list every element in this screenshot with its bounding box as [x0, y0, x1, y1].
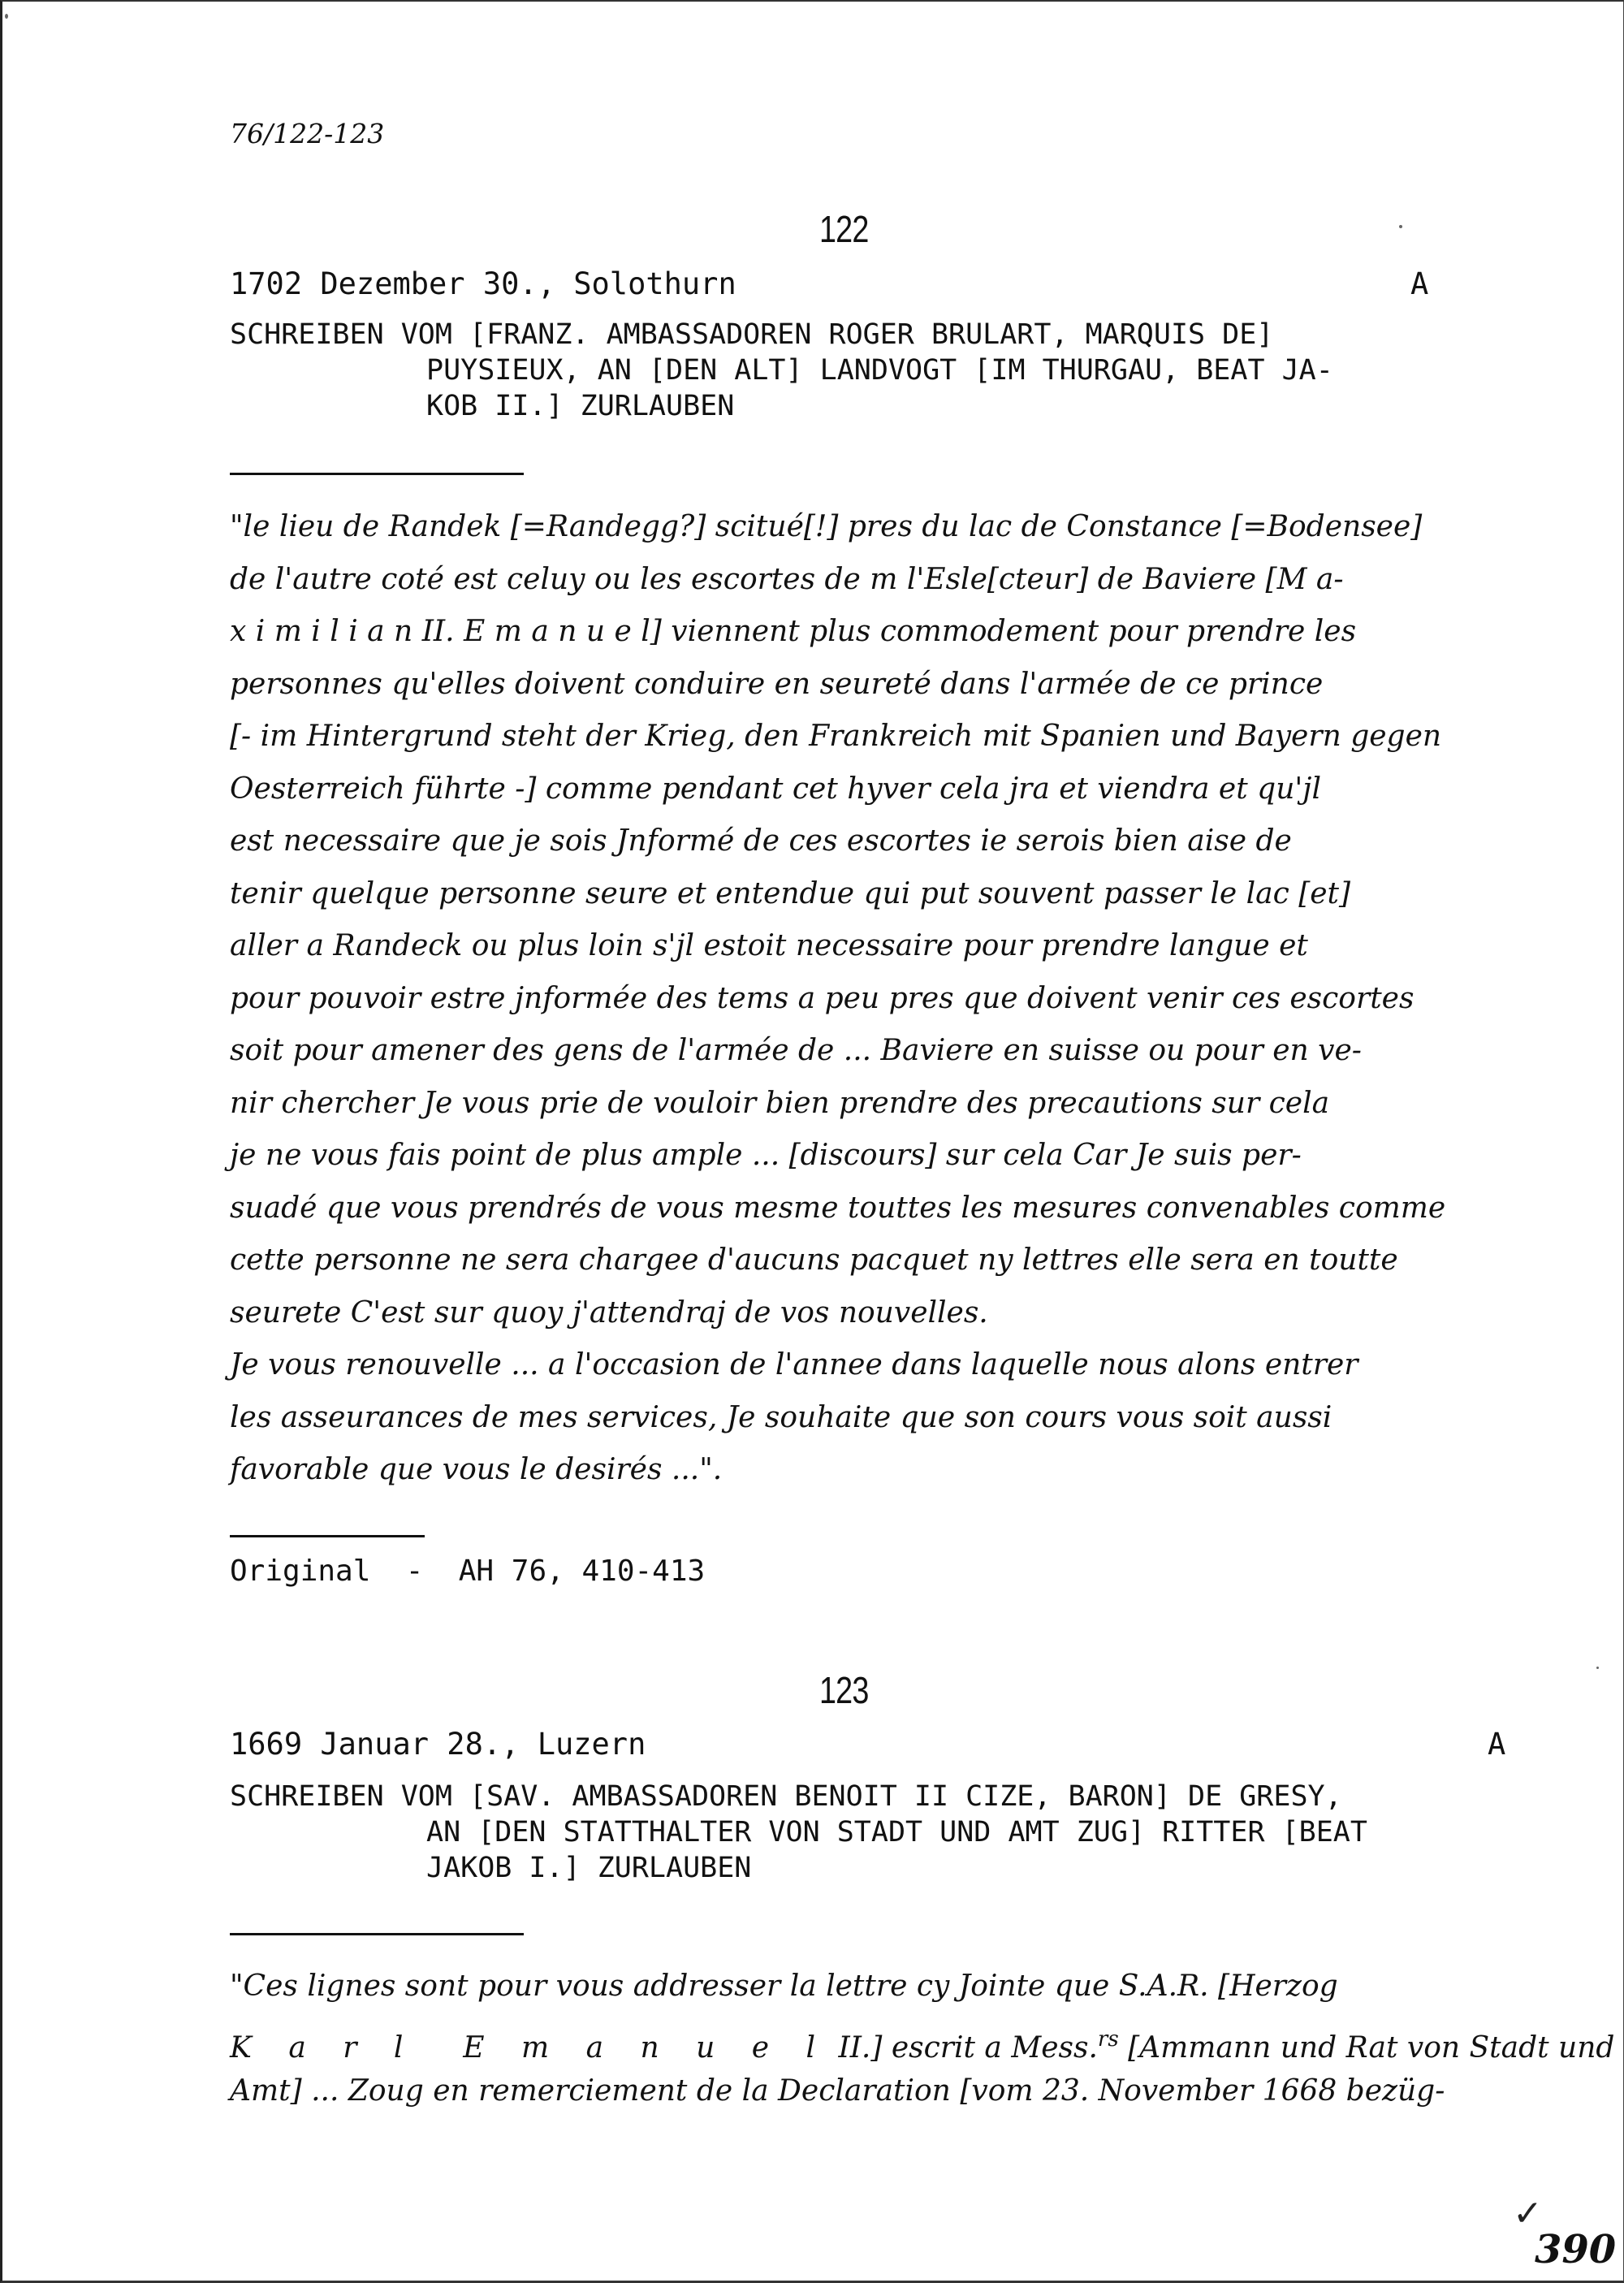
- checkmark-icon: ✓: [1513, 2193, 1543, 2234]
- quote-line: x i m i l i a n II. E m a n u e l] viennent plus commodement pour prendre les: [230, 615, 1357, 648]
- quote-line: aller a Randeck ou plus loin s'jl estoit necessaire pour prendre langue et: [230, 929, 1308, 962]
- separator-rule: [230, 1933, 524, 1935]
- scan-speck: [1399, 225, 1402, 228]
- superscript: rs: [1097, 2026, 1119, 2052]
- quote-line: seurete C'est sur quoy j'attendraj de vos nouvelles.: [230, 1295, 988, 1330]
- separator-rule: [230, 473, 524, 475]
- heading-line: AN [DEN STATTHALTER VON STADT UND AMT ZUG] RITTER [BEAT: [426, 1816, 1367, 1848]
- entry-122-quote: [230, 501, 1445, 1497]
- entry-number-123: 123: [819, 1669, 869, 1711]
- entry-122-date-place: 1702 Dezember 30., Solothurn: [230, 266, 736, 301]
- entry-122-heading: [230, 317, 1333, 424]
- entry-123-marker: A: [1488, 1727, 1506, 1762]
- spaced-name: K a r l E m a n u e l: [230, 2030, 830, 2065]
- heading-line: PUYSIEUX, AN [DEN ALT] LANDVOGT [IM THURGAU, BEAT JA-: [426, 354, 1333, 387]
- quote-line: nir chercher Je vous prie de vouloir bien prendre des precautions sur cela: [230, 1086, 1330, 1120]
- quote-line: Oesterreich führte -] comme pendant cet hyver cela jra et viendra et qu'jl: [230, 772, 1321, 806]
- heading-line: KOB II.] ZURLAUBEN: [426, 390, 735, 422]
- quote-line: je ne vous fais point de plus ample ... [discours] sur cela Car Je suis per-: [230, 1139, 1302, 1172]
- quote-line: suadé que vous prendrés de vous mesme touttes les mesures convenables comme: [230, 1191, 1446, 1225]
- quote-line: [- im Hintergrund steht der Krieg, den Frankreich mit Spanien und Bayern gegen: [230, 720, 1442, 753]
- scan-speck: [1596, 1667, 1599, 1669]
- quote-line: Je vous renouvelle ... a l'occasion de l'annee dans laquelle nous alons entrer: [230, 1348, 1358, 1381]
- document-reference: 76/122-123: [230, 118, 385, 149]
- entry-122-source: Original - AH 76, 410-413: [230, 1554, 706, 1588]
- entry-123-quote: [230, 1961, 1614, 2118]
- quote-line: est necessaire que je sois Jnformé de ces escortes ie serois bien aise de: [230, 824, 1292, 858]
- heading-line: JAKOB I.] ZURLAUBEN: [426, 1852, 752, 1884]
- quote-line: "le lieu de Randek [=Randegg?] scitué[!] pres du lac de Constance [=Bodensee]: [230, 510, 1423, 543]
- quote-line: favorable que vous le desirés ...".: [230, 1453, 723, 1486]
- separator-rule: [230, 1535, 425, 1537]
- entry-number-122: 122: [819, 208, 869, 250]
- quote-line: tenir quelque personne seure et entendue qui put souvent passer le lac [et]: [230, 876, 1351, 910]
- quote-line: cette personne ne sera chargee d'aucuns pacquet ny lettres elle sera en toutte: [230, 1243, 1398, 1277]
- heading-line: SCHREIBEN VOM [FRANZ. AMBASSADOREN ROGER BRULART, MARQUIS DE]: [230, 318, 1274, 351]
- entry-123-date-place: 1669 Januar 28., Luzern: [230, 1727, 646, 1762]
- quote-line: soit pour amener des gens de l'armée de ... Baviere en suisse ou pour en ve-: [230, 1034, 1362, 1067]
- quote-line: "Ces lignes sont pour vous addresser la lettre cy Jointe que S.A.R. [Herzog: [230, 1970, 1338, 2003]
- quote-fragment: [Ammann und Rat von Stadt und: [1118, 2030, 1615, 2065]
- quote-fragment: II.] escrit a Mess.: [829, 2030, 1098, 2065]
- quote-line: Amt] ... Zoug en remerciement de la Declaration [vom 23. November 1668 bezüg-: [230, 2074, 1445, 2108]
- quote-line: de l'autre coté est celuy ou les escortes de m l'Esle[cteur] de Baviere [M a-: [230, 562, 1344, 596]
- quote-line: personnes qu'elles doivent conduire en seureté dans l'armée de ce prince: [230, 667, 1324, 701]
- heading-line: SCHREIBEN VOM [SAV. AMBASSADOREN BENOIT II CIZE, BARON] DE GRESY,: [230, 1780, 1342, 1813]
- entry-123-heading: [230, 1779, 1367, 1886]
- scan-speck: [5, 14, 8, 19]
- entry-122-marker: A: [1410, 266, 1429, 301]
- handwritten-page-number: 390: [1535, 2227, 1617, 2272]
- quote-line: les asseurances de mes services, Je souhaite que son cours vous soit aussi: [230, 1400, 1332, 1434]
- quote-line: pour pouvoir estre jnformée des tems a peu pres que doivent venir ces escortes: [230, 981, 1415, 1015]
- quote-line: [230, 2013, 1614, 2066]
